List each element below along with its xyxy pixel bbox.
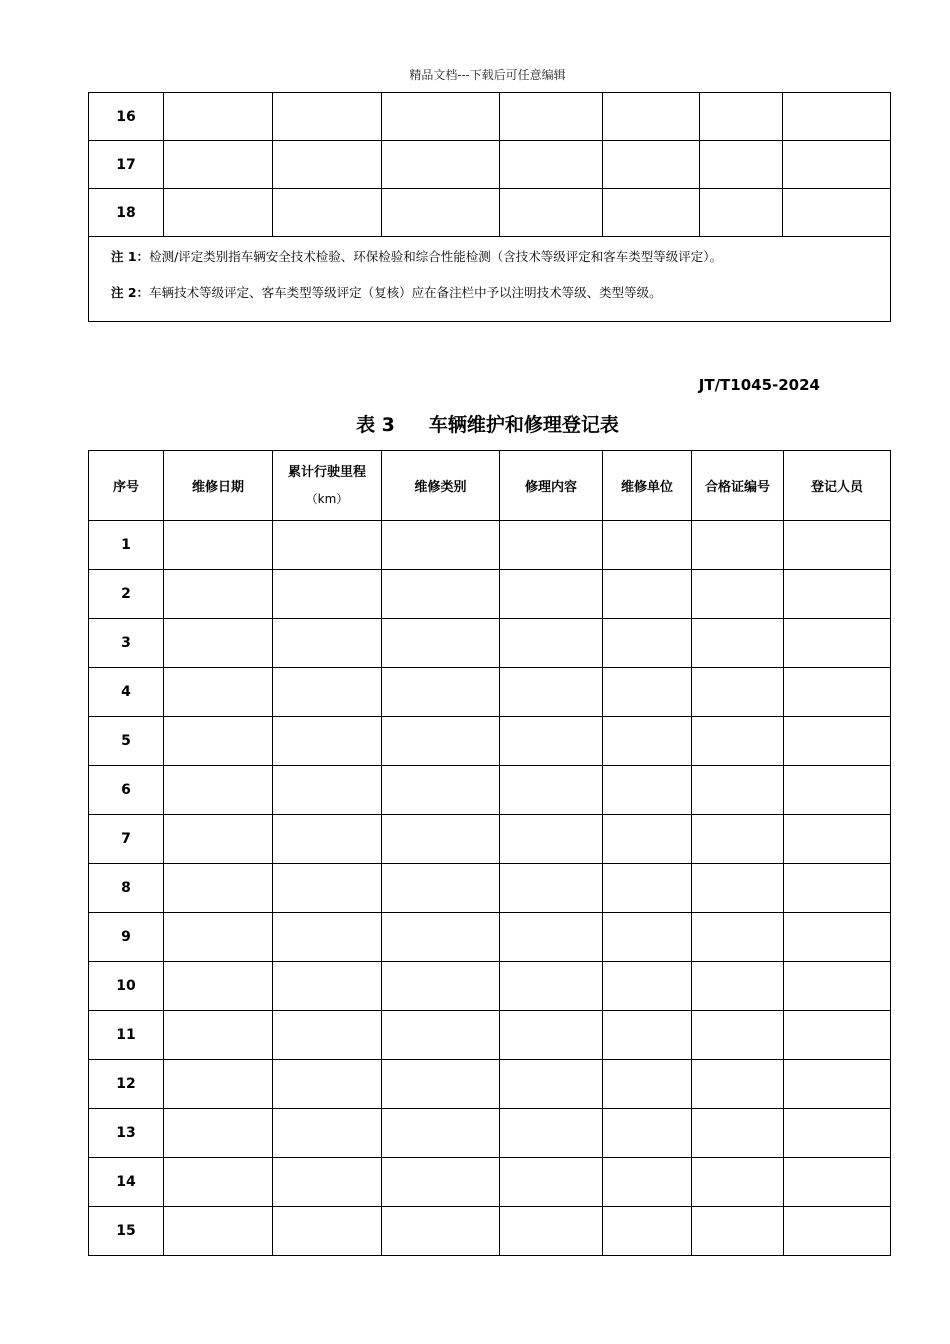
blank-cell[interactable] — [273, 1158, 382, 1207]
blank-cell[interactable] — [692, 913, 784, 962]
row-number: 13 — [89, 1109, 164, 1158]
table-row — [89, 521, 891, 570]
blank-cell[interactable] — [692, 864, 784, 913]
blank-cell[interactable] — [500, 1109, 603, 1158]
blank-cell[interactable] — [603, 668, 692, 717]
blank-cell[interactable] — [692, 1060, 784, 1109]
row-number: 17 — [89, 141, 164, 189]
blank-cell[interactable] — [273, 913, 382, 962]
header-row — [89, 451, 891, 521]
blank-cell[interactable] — [603, 93, 700, 141]
blank-cell[interactable] — [273, 570, 382, 619]
table-row — [89, 864, 891, 913]
row-number: 9 — [89, 913, 164, 962]
header-type: 维修类别 — [382, 451, 500, 521]
note-1-text: 检测/评定类别指车辆安全技术检验、环保检验和综合性能检测（含技术等级评定和客车类型等级评定）。 — [149, 249, 723, 264]
blank-cell[interactable] — [603, 1158, 692, 1207]
header-mileage-line1: 累计行驶里程 — [287, 464, 366, 480]
blank-cell[interactable] — [273, 189, 382, 237]
blank-cell[interactable] — [700, 93, 783, 141]
blank-cell[interactable] — [164, 1109, 273, 1158]
blank-cell[interactable] — [382, 570, 500, 619]
blank-cell[interactable] — [784, 1207, 891, 1256]
blank-cell[interactable] — [784, 570, 891, 619]
blank-cell[interactable] — [382, 913, 500, 962]
blank-cell[interactable] — [500, 141, 603, 189]
blank-cell[interactable] — [382, 141, 500, 189]
blank-cell[interactable] — [273, 1011, 382, 1060]
blank-cell[interactable] — [164, 570, 273, 619]
table-row — [89, 913, 891, 962]
blank-cell[interactable] — [164, 766, 273, 815]
blank-cell[interactable] — [784, 619, 891, 668]
blank-cell[interactable] — [783, 189, 891, 237]
header-registrar: 登记人员 — [784, 451, 891, 521]
notes-row — [89, 237, 891, 322]
blank-cell[interactable] — [164, 1207, 273, 1256]
row-number: 7 — [89, 815, 164, 864]
blank-cell[interactable] — [273, 815, 382, 864]
blank-cell[interactable] — [692, 1109, 784, 1158]
blank-cell[interactable] — [603, 1011, 692, 1060]
table-row — [89, 815, 891, 864]
table-row — [89, 962, 891, 1011]
blank-cell[interactable] — [382, 189, 500, 237]
blank-cell[interactable] — [500, 1207, 603, 1256]
blank-cell[interactable] — [692, 1207, 784, 1256]
blank-cell[interactable] — [164, 1011, 273, 1060]
blank-cell[interactable] — [692, 815, 784, 864]
previous-table-continuation — [88, 92, 891, 322]
blank-cell[interactable] — [692, 717, 784, 766]
table-title-text: 车辆维护和修理登记表 — [428, 414, 619, 436]
header-certificate: 合格证编号 — [692, 451, 784, 521]
blank-cell[interactable] — [603, 189, 700, 237]
blank-cell[interactable] — [500, 1060, 603, 1109]
row-number: 15 — [89, 1207, 164, 1256]
blank-cell[interactable] — [784, 521, 891, 570]
row-number: 4 — [89, 668, 164, 717]
row-number: 3 — [89, 619, 164, 668]
standard-code: JT/T1045-2024 — [698, 376, 820, 394]
blank-cell[interactable] — [382, 619, 500, 668]
blank-cell[interactable] — [603, 141, 700, 189]
blank-cell[interactable] — [500, 766, 603, 815]
blank-cell[interactable] — [692, 668, 784, 717]
header-date: 维修日期 — [164, 451, 273, 521]
blank-cell[interactable] — [784, 1060, 891, 1109]
blank-cell[interactable] — [692, 962, 784, 1011]
row-number: 16 — [89, 93, 164, 141]
blank-cell[interactable] — [500, 962, 603, 1011]
blank-cell[interactable] — [784, 864, 891, 913]
blank-cell[interactable] — [500, 570, 603, 619]
row-number: 14 — [89, 1158, 164, 1207]
table-row — [89, 141, 891, 189]
blank-cell[interactable] — [500, 93, 603, 141]
blank-cell[interactable] — [784, 913, 891, 962]
blank-cell[interactable] — [603, 1207, 692, 1256]
blank-cell[interactable] — [784, 815, 891, 864]
table-row — [89, 1158, 891, 1207]
blank-cell[interactable] — [784, 1109, 891, 1158]
blank-cell[interactable] — [382, 1011, 500, 1060]
row-number: 5 — [89, 717, 164, 766]
blank-cell[interactable] — [603, 619, 692, 668]
blank-cell[interactable] — [273, 864, 382, 913]
header-mileage — [273, 451, 382, 521]
row-number: 8 — [89, 864, 164, 913]
blank-cell[interactable] — [382, 1207, 500, 1256]
blank-cell[interactable] — [692, 619, 784, 668]
blank-cell[interactable] — [382, 521, 500, 570]
blank-cell[interactable] — [382, 815, 500, 864]
table-number: 表 3 — [356, 414, 395, 436]
blank-cell[interactable] — [603, 766, 692, 815]
blank-cell[interactable] — [500, 619, 603, 668]
blank-cell[interactable] — [164, 1060, 273, 1109]
blank-cell[interactable] — [784, 668, 891, 717]
blank-cell[interactable] — [700, 189, 783, 237]
blank-cell[interactable] — [692, 766, 784, 815]
blank-cell[interactable] — [273, 962, 382, 1011]
blank-cell[interactable] — [603, 913, 692, 962]
blank-cell[interactable] — [692, 1158, 784, 1207]
blank-cell[interactable] — [273, 521, 382, 570]
table-row — [89, 717, 891, 766]
blank-cell[interactable] — [164, 141, 273, 189]
blank-cell[interactable] — [164, 668, 273, 717]
blank-cell[interactable] — [603, 717, 692, 766]
row-number: 2 — [89, 570, 164, 619]
blank-cell[interactable] — [273, 766, 382, 815]
table-row — [89, 570, 891, 619]
note-2 — [111, 285, 890, 301]
header-seq: 序号 — [89, 451, 164, 521]
blank-cell[interactable] — [692, 570, 784, 619]
blank-cell[interactable] — [382, 668, 500, 717]
table-row — [89, 619, 891, 668]
maintenance-register-table — [88, 450, 891, 1256]
page-header-note: 精品文档---下载后可任意编辑 — [409, 68, 566, 82]
blank-cell[interactable] — [164, 1158, 273, 1207]
blank-cell[interactable] — [692, 1011, 784, 1060]
row-number: 1 — [89, 521, 164, 570]
blank-cell[interactable] — [500, 1158, 603, 1207]
blank-cell[interactable] — [784, 1158, 891, 1207]
blank-cell[interactable] — [603, 521, 692, 570]
blank-cell[interactable] — [784, 1011, 891, 1060]
header-unit: 维修单位 — [603, 451, 692, 521]
note-1-tag: 注 1： — [111, 249, 150, 264]
blank-cell[interactable] — [273, 1060, 382, 1109]
blank-cell[interactable] — [692, 521, 784, 570]
blank-cell[interactable] — [164, 962, 273, 1011]
blank-cell[interactable] — [603, 570, 692, 619]
blank-cell[interactable] — [500, 717, 603, 766]
blank-cell[interactable] — [603, 1060, 692, 1109]
row-number: 11 — [89, 1011, 164, 1060]
header-mileage-line2: （km） — [305, 491, 349, 506]
table-row — [89, 1011, 891, 1060]
blank-cell[interactable] — [783, 141, 891, 189]
blank-cell[interactable] — [382, 864, 500, 913]
note-1 — [111, 249, 890, 265]
note-2-tag: 注 2： — [111, 285, 150, 300]
blank-cell[interactable] — [500, 1011, 603, 1060]
blank-cell[interactable] — [500, 189, 603, 237]
table-row — [89, 189, 891, 237]
table-row — [89, 766, 891, 815]
blank-cell[interactable] — [273, 668, 382, 717]
blank-cell[interactable] — [700, 141, 783, 189]
row-number: 10 — [89, 962, 164, 1011]
blank-cell[interactable] — [273, 619, 382, 668]
header-content: 修理内容 — [500, 451, 603, 521]
blank-cell[interactable] — [783, 93, 891, 141]
row-number: 12 — [89, 1060, 164, 1109]
blank-cell[interactable] — [784, 766, 891, 815]
table-row — [89, 668, 891, 717]
blank-cell[interactable] — [164, 913, 273, 962]
note-2-text: 车辆技术等级评定、客车类型等级评定（复核）应在备注栏中予以注明技术等级、类型等级。 — [149, 285, 662, 300]
blank-cell[interactable] — [164, 521, 273, 570]
row-number: 18 — [89, 189, 164, 237]
blank-cell[interactable] — [500, 864, 603, 913]
blank-cell[interactable] — [603, 962, 692, 1011]
blank-cell[interactable] — [273, 141, 382, 189]
blank-cell[interactable] — [164, 189, 273, 237]
blank-cell[interactable] — [500, 815, 603, 864]
blank-cell[interactable] — [603, 815, 692, 864]
blank-cell[interactable] — [382, 717, 500, 766]
blank-cell[interactable] — [603, 864, 692, 913]
blank-cell[interactable] — [382, 93, 500, 141]
table-title — [0, 410, 950, 437]
blank-cell[interactable] — [273, 1109, 382, 1158]
blank-cell[interactable] — [164, 815, 273, 864]
blank-cell[interactable] — [784, 962, 891, 1011]
blank-cell[interactable] — [164, 717, 273, 766]
blank-cell[interactable] — [500, 521, 603, 570]
notes-cell — [89, 237, 891, 322]
row-number: 6 — [89, 766, 164, 815]
blank-cell[interactable] — [382, 1060, 500, 1109]
blank-cell[interactable] — [382, 1158, 500, 1207]
blank-cell[interactable] — [273, 717, 382, 766]
blank-cell[interactable] — [273, 93, 382, 141]
blank-cell[interactable] — [500, 913, 603, 962]
blank-cell[interactable] — [382, 766, 500, 815]
blank-cell[interactable] — [164, 864, 273, 913]
blank-cell[interactable] — [164, 619, 273, 668]
table-row — [89, 1060, 891, 1109]
blank-cell[interactable] — [382, 962, 500, 1011]
blank-cell[interactable] — [603, 1109, 692, 1158]
table-row — [89, 1207, 891, 1256]
blank-cell[interactable] — [273, 1207, 382, 1256]
blank-cell[interactable] — [382, 1109, 500, 1158]
blank-cell[interactable] — [500, 668, 603, 717]
table-row — [89, 93, 891, 141]
blank-cell[interactable] — [784, 717, 891, 766]
blank-cell[interactable] — [164, 93, 273, 141]
table-row — [89, 1109, 891, 1158]
